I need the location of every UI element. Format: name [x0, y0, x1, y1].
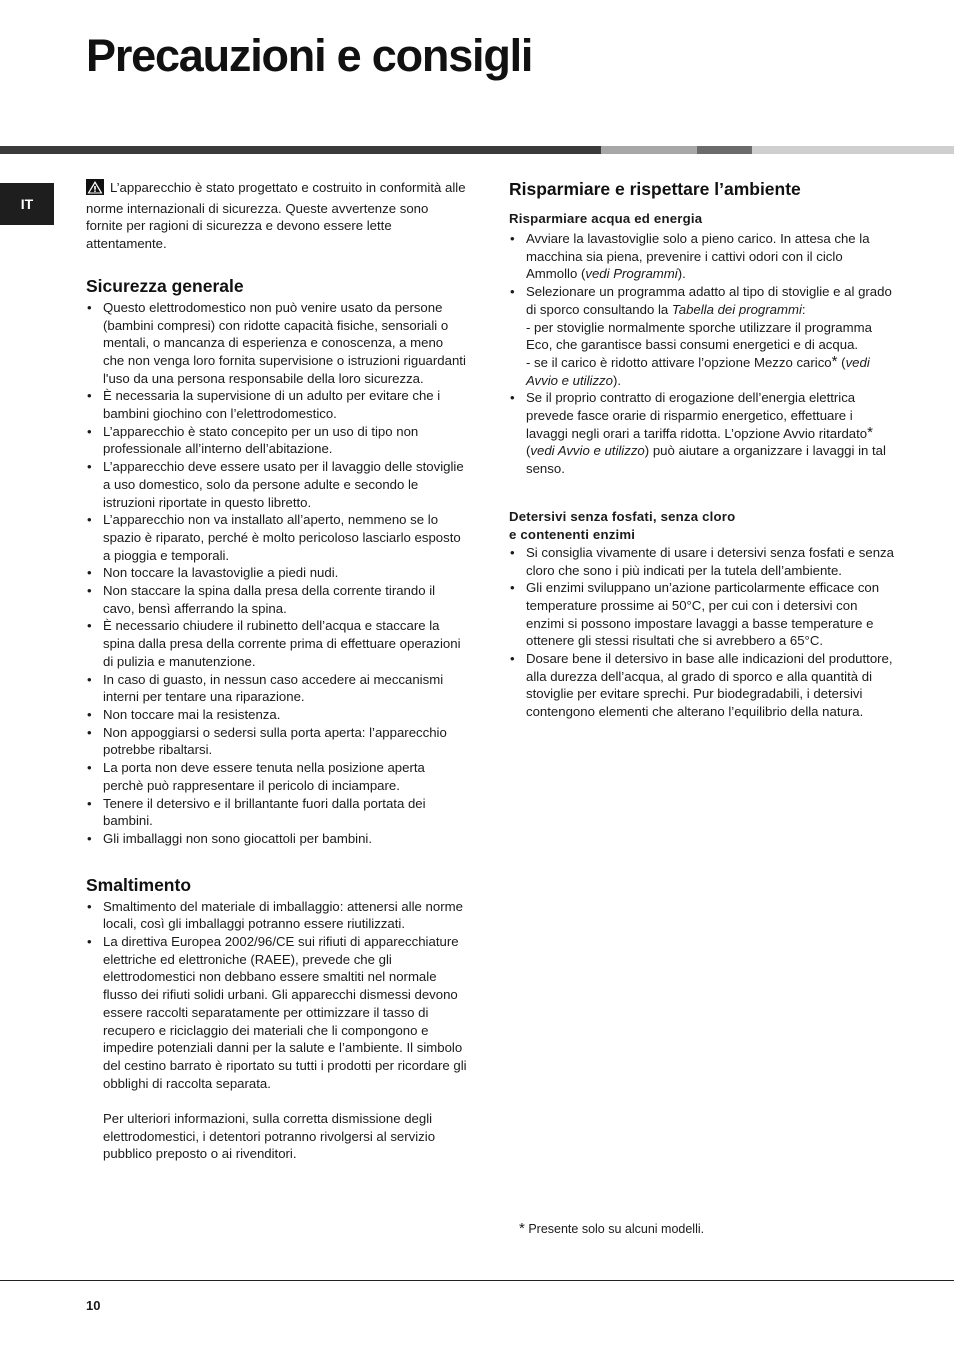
item-text: Selezionare un programma adatto al tipo di stoviglie e al grado di sporco consultando la: [526, 284, 892, 317]
cross-reference: vedi Avvio e utilizzo: [526, 354, 870, 388]
header-bar-dark: [0, 146, 601, 154]
cross-reference: vedi Avvio e utilizzo: [530, 443, 645, 459]
list-item: • Non staccare la spina dalla presa della corrente tirando il cavo, bensì afferrando la spina.: [86, 582, 468, 617]
list-item: • Si consiglia vivamente di usare i detersivi senza fosfati e senza cloro che sono i più indicati per la tutela dell’ambiente.: [509, 544, 895, 579]
item-text: ).: [612, 372, 622, 388]
page-title: Precauzioni e consigli: [86, 30, 533, 81]
list-item: • Gli imballaggi non sono giocattoli per bambini.: [86, 830, 468, 848]
detersivi-heading-line: e contenenti enzimi: [509, 526, 636, 542]
list-item: • Non appoggiarsi o sedersi sulla porta aperta: l’apparecchio potrebbe ribaltarsi.: [86, 724, 468, 759]
detersivi-heading: [509, 508, 895, 544]
footnote: [519, 1221, 704, 1238]
footnote-text: Presente solo su alcuni modelli.: [528, 1222, 705, 1236]
footer-rule: [0, 1280, 954, 1281]
header-bar-mid: [697, 146, 752, 154]
list-item: • L’apparecchio non va installato all’aperto, nemmeno se lo spazio è riparato, perché è molto pericoloso lasciarlo esposto a pioggia e temporali.: [86, 511, 468, 564]
item-text: Se il proprio contratto di erogazione dell’energia elettrica prevede fasce orarie di risparmio energetico, effettuare i lavaggi negli orari a tariffa ridotta. L’opzione Avvio ritardato: [526, 390, 868, 441]
sub-item: - per stoviglie normalmente sporche utilizzare il programma Eco, che garantisce bassi consumi energetici e di acqua.: [526, 319, 872, 353]
header-bar-light: [601, 146, 697, 154]
list-item: [86, 933, 468, 1163]
intro-text: L’apparecchio è stato progettato e costruito in conformità alle norme internazionali di sicurezza. Queste avvertenze sono fornite per ragioni di sicurezza e devono essere lette attentamente.: [86, 180, 466, 252]
list-item: • La porta non deve essere tenuta nella posizione aperta perchè può rappresentare il pericolo di inciampare.: [86, 759, 468, 794]
header-bar-pale: [752, 146, 954, 154]
list-item: • In caso di guasto, in nessun caso accedere ai meccanismi interni per tentare una riparazione.: [86, 671, 468, 706]
cross-reference: vedi Programmi: [585, 266, 678, 282]
item-text: (: [526, 443, 531, 459]
item-text: - se il carico è ridotto attivare l’opzione Mezzo carico: [526, 354, 832, 370]
list-item: • Dosare bene il detersivo in base alle indicazioni del produttore, alla durezza dell’acqua, al grado di sporco e alla quantità di stoviglie per evitare sprechi. Pur biodegradabili, i detersivi contengono elementi che alterano l’equilibrio della natura.: [509, 650, 895, 721]
list-item: • Questo elettrodomestico non può venire usato da persone (bambini compresi) con ridotte capacità fisiche, sensoriali o mentali, o mancanza di esperienza e conoscenza, a meno che non venga loro fornita supervisione o istruzioni riguardanti l'uso da una persona responsabile della loro sicurezza.: [86, 299, 468, 388]
list-item: • Tenere il detersivo e il brillantante fuori dalla portata dei bambini.: [86, 795, 468, 830]
item-text: :: [801, 301, 806, 317]
list-item: • Smaltimento del materiale di imballaggio: attenersi alle norme locali, così gli imballaggi potranno essere riutilizzati.: [86, 898, 468, 933]
footnote-marker: *: [831, 352, 838, 370]
list-item: • Non toccare mai la resistenza.: [86, 706, 468, 724]
list-item: • L’apparecchio deve essere usato per il lavaggio delle stoviglie a uso domestico, solo da persone adulte e secondo le istruzioni riportate in questo libretto.: [86, 458, 468, 511]
footnote-marker: *: [867, 423, 873, 441]
right-column: [509, 179, 895, 721]
warning-icon: [86, 179, 104, 200]
detersivi-list: [509, 544, 895, 721]
sub-item: [526, 354, 895, 389]
list-item: • Gli enzimi sviluppano un’azione particolarmente efficace con temperature prossime ai 50°C, per cui con i detersivi con enzimi si possono impostare lavaggi a basse temperature e ottenere gli stessi risultati che si avrebbero a 65°C.: [509, 579, 895, 650]
list-item: • L’apparecchio è stato concepito per un uso di tipo non professionale all’interno dell’abitazione.: [86, 423, 468, 458]
cross-reference: Tabella dei programmi: [671, 301, 802, 317]
energia-list: [509, 230, 895, 478]
list-item: [509, 230, 895, 283]
list-item: • È necessario chiudere il rubinetto dell’acqua e staccare la spina dalla presa della corrente prima di effettuare operazioni di pulizia e manutenzione.: [86, 617, 468, 670]
list-item: • È necessaria la supervisione di un adulto per evitare che i bambini giochino con l’elettrodomestico.: [86, 387, 468, 422]
ambiente-heading: Risparmiare e rispettare l’ambiente: [509, 179, 801, 199]
page-number: 10: [86, 1298, 101, 1313]
sicurezza-list: [86, 299, 468, 848]
list-item: [509, 389, 895, 478]
item-text: (: [841, 354, 846, 370]
item-text: Avviare la lavastoviglie solo a pieno carico. In attesa che la macchina sia piena, prevenire i cattivi odori con il ciclo Ammollo (: [526, 231, 870, 282]
detersivi-heading-line: Detersivi senza fosfati, senza cloro: [509, 508, 736, 524]
footnote-marker: *: [519, 1220, 525, 1237]
raee-info-text: Per ulteriori informazioni, sulla corretta dismissione degli elettrodomestici, i detentori potranno rivolgersi al servizio pubblico preposto o ai rivenditori.: [103, 1111, 436, 1162]
raee-text: La direttiva Europea 2002/96/CE sui rifiuti di apparecchiature elettriche ed elettroniche (RAEE), prevede che gli elettrodomestici non debbano essere smaltiti nel normale flusso dei rifiuti solidi urbani. Gli apparecchi dismessi devono essere raccolti separatamente per ottimizzare il tasso di recupero e riciclaggio dei materiali che li compongono e impedire potenziali danni per la salute e l’ambiente. Il simbolo del cestino barrato è riportato su tutti i prodotti per ricordare gli obblighi di raccolta separata.: [103, 934, 467, 1091]
smaltimento-heading: Smaltimento: [86, 874, 192, 895]
language-tab: IT: [0, 183, 54, 225]
smaltimento-list: [86, 898, 468, 1164]
item-text: ).: [677, 266, 686, 282]
intro-paragraph: [86, 179, 468, 253]
sicurezza-heading: Sicurezza generale: [86, 275, 244, 296]
energia-heading: Risparmiare acqua ed energia: [509, 211, 703, 226]
item-text: ) può aiutare a organizzare i lavaggi in tal senso.: [526, 443, 886, 477]
list-item: • Non toccare la lavastoviglie a piedi nudi.: [86, 564, 468, 582]
list-item: [509, 283, 895, 389]
left-column: [86, 179, 468, 1163]
